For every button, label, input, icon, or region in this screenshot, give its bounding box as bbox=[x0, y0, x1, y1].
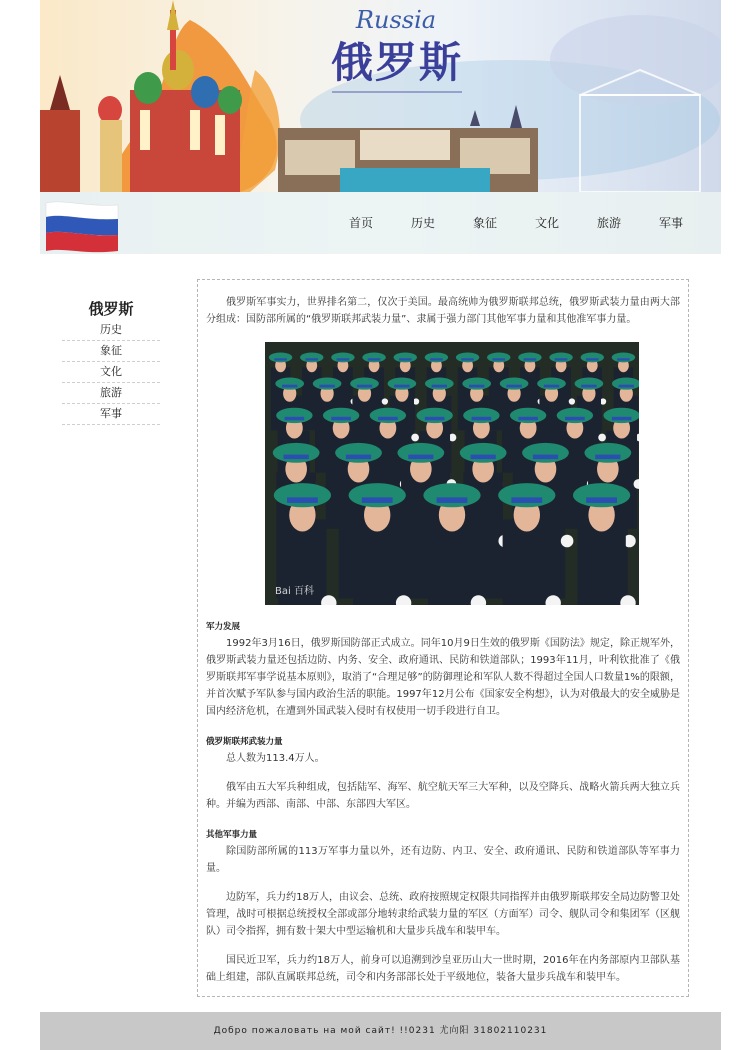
section-heading-other-forces: 其他军事力量 bbox=[206, 830, 258, 840]
soldier-figure-part bbox=[399, 358, 412, 360]
soldier-figure-part bbox=[557, 408, 593, 423]
soldier-figure-part bbox=[350, 378, 379, 390]
soldier-figure-part bbox=[282, 385, 297, 388]
development-paragraph: 1992年3月16日，俄罗斯国防部正式成立。同年10月9日生效的俄罗斯《国防法》规定，除正规军外，俄罗斯武装力量还包括边防、内务、安全、政府通讯、民防和铁道部队；1993年11月，叶利钦批准了《俄罗斯联邦军事学说基本原则》，取消了“合理足够”的防御理论和军队人数不得超过全国人口数量1%的限额，并首次赋予军队参与国内政治生活的职能。1997年12月公布《国家安全构想》，认为对俄最大的安全威胁是国内经济危机，在遭到外国武装入侵时有权使用一切手段进行自卫。 bbox=[206, 638, 680, 717]
soldier-figure-part bbox=[319, 385, 334, 388]
sidebar-item-military[interactable]: 军事 bbox=[62, 404, 160, 425]
soldier-figure-part bbox=[524, 358, 537, 360]
soldier-figure-part bbox=[353, 519, 401, 605]
soldier-figure-part bbox=[394, 385, 409, 388]
soldier-figure-part bbox=[595, 455, 620, 460]
soldier-figure-part bbox=[612, 417, 632, 421]
soldier-figure-part bbox=[331, 417, 351, 421]
armed-forces-paragraph-1: 总人数为113.4万人。 bbox=[226, 753, 325, 764]
armed-forces-paragraph-2: 俄军由五大军兵种组成，包括陆军、海军、航空航天军三大军种，以及空降兵、战略火箭兵两大独立兵种。并编为西部、南部、中部、东部四大军区。 bbox=[206, 782, 680, 810]
soldier-figure-part bbox=[357, 385, 372, 388]
soldier-figure-part bbox=[492, 358, 505, 360]
soldier-figure-part bbox=[619, 385, 634, 388]
soldier-figure-part bbox=[575, 378, 604, 390]
soldier-figure-part bbox=[269, 352, 292, 362]
header-banner bbox=[40, 0, 721, 192]
soldier-figure-part bbox=[430, 358, 443, 360]
soldier-figure-part bbox=[370, 408, 406, 423]
nav-item-culture[interactable]: 文化 bbox=[534, 216, 559, 230]
soldier-figure-part bbox=[510, 408, 546, 423]
soldier-figure-part bbox=[518, 352, 541, 362]
soldier-figure-part bbox=[378, 417, 398, 421]
soldier-figure-part bbox=[544, 385, 559, 388]
soldier-figure-part bbox=[287, 497, 318, 503]
soldier-figure-part bbox=[276, 408, 312, 423]
soldier-figure-part bbox=[284, 455, 309, 460]
sidebar-item-travel[interactable]: 旅游 bbox=[62, 383, 160, 404]
soldier-figure-part bbox=[425, 378, 454, 390]
soldier-figure-part bbox=[337, 358, 350, 360]
soldier-figure-part bbox=[462, 378, 491, 390]
soldier-figure-part bbox=[411, 434, 419, 442]
soldiers-photo-drawing bbox=[265, 342, 639, 605]
soldier-figure-part bbox=[274, 483, 331, 507]
soldier-figure-part bbox=[428, 519, 476, 605]
soldier-figure-part bbox=[522, 443, 569, 463]
soldier-figure-part bbox=[472, 417, 492, 421]
soldier-figure-part bbox=[471, 455, 496, 460]
other-forces-paragraph-2: 边防军，兵力约18万人，由议会、总统、政府按照规定权限共同指挥并由俄罗斯联邦安全局边防警卫处管理，战时可根据总统授权全部或部分地转隶给武装力量的军区（方面军）司令、舰队司令和集团军（区舰队）司令指挥，拥有数十架大中型运输机和大量步兵战车和装甲车。 bbox=[206, 892, 680, 937]
soldier-figure-part bbox=[388, 378, 417, 390]
soldier-figure-part bbox=[581, 352, 604, 362]
soldier-figure-part bbox=[511, 497, 542, 503]
soldier-figure-part bbox=[555, 358, 568, 360]
soldier-figure-part bbox=[500, 378, 529, 390]
soldiers-photo bbox=[265, 342, 639, 605]
soldier-figure-part bbox=[397, 443, 444, 463]
soldier-figure-part bbox=[394, 352, 417, 362]
soldier-figure-part bbox=[285, 417, 305, 421]
soldier-figure-part bbox=[273, 443, 320, 463]
soldier-figure-part bbox=[382, 398, 388, 404]
main-navbar bbox=[40, 192, 721, 254]
soldier-figure-part bbox=[331, 352, 354, 362]
photo-watermark: Bai 百科 bbox=[275, 586, 314, 597]
section-heading-armed-forces: 俄罗斯联邦武装力量 bbox=[206, 737, 283, 747]
soldier-figure-part bbox=[537, 378, 566, 390]
soldier-figure-part bbox=[346, 455, 371, 460]
sidebar bbox=[62, 298, 160, 425]
nav-item-home[interactable]: 首页 bbox=[348, 216, 373, 230]
banner-title-en: Russia bbox=[355, 6, 437, 34]
soldier-figure-part bbox=[432, 385, 447, 388]
soldier-figure-part bbox=[335, 443, 382, 463]
soldier-figure-part bbox=[425, 417, 445, 421]
soldier-figure-part bbox=[573, 483, 630, 507]
soldier-figure-part bbox=[565, 417, 585, 421]
section-heading-development: 军力发展 bbox=[206, 622, 241, 632]
soldier-figure-part bbox=[408, 455, 433, 460]
soldier-figure-part bbox=[577, 519, 625, 605]
soldier-figure-part bbox=[313, 378, 342, 390]
soldier-figure-part bbox=[275, 378, 304, 390]
nav-item-military[interactable]: 军事 bbox=[658, 216, 683, 230]
soldier-figure-part bbox=[323, 408, 359, 423]
footer bbox=[40, 1012, 721, 1050]
soldier-figure-part bbox=[425, 352, 448, 362]
intro-paragraph: 俄罗斯军事实力，世界排名第二，仅次于美国。最高统帅为俄罗斯联邦总统，俄罗斯武装力量由两大部分组成：国防部所属的“俄罗斯联邦武装力量”、隶属于强力部门其他军事力量和其他准军事力量。 bbox=[206, 297, 680, 325]
soldier-figure-part bbox=[518, 417, 538, 421]
main-content bbox=[197, 279, 689, 997]
soldier-figure-part bbox=[460, 443, 507, 463]
soldier-figure-part bbox=[569, 398, 575, 404]
soldier-figure-part bbox=[586, 497, 617, 503]
sidebar-title: 俄罗斯 bbox=[88, 300, 134, 318]
russia-flag-icon bbox=[44, 199, 120, 257]
soldier-figure-part bbox=[368, 358, 381, 360]
nav-item-travel[interactable]: 旅游 bbox=[596, 216, 621, 230]
sidebar-item-history[interactable]: 历史 bbox=[62, 320, 160, 341]
soldier-figure-part bbox=[581, 385, 596, 388]
soldier-figure-part bbox=[603, 408, 639, 423]
soldier-figure-part bbox=[506, 385, 521, 388]
soldier-figure-part bbox=[362, 497, 393, 503]
soldier-figure-part bbox=[456, 352, 479, 362]
soldier-figure-part bbox=[598, 434, 606, 442]
sidebar-item-culture[interactable]: 文化 bbox=[62, 362, 160, 383]
footer-text: Добро пожаловать на мой сайт! !!0231 尤向阳 31802110231 bbox=[213, 1026, 548, 1036]
soldier-figure-part bbox=[469, 385, 484, 388]
soldier-figure-part bbox=[487, 352, 510, 362]
sidebar-item-symbols[interactable]: 象征 bbox=[62, 341, 160, 362]
soldier-figure-part bbox=[437, 497, 468, 503]
soldier-figure-part bbox=[549, 352, 572, 362]
soldier-figure-part bbox=[612, 352, 635, 362]
nav-item-symbols[interactable]: 象征 bbox=[472, 216, 497, 230]
soldier-figure-part bbox=[423, 483, 480, 507]
soldier-figure-part bbox=[305, 358, 318, 360]
soldier-figure-part bbox=[503, 519, 551, 605]
nav-menu bbox=[330, 214, 702, 231]
soldier-figure-part bbox=[349, 483, 406, 507]
soldier-figure-part bbox=[584, 443, 631, 463]
soldier-figure-part bbox=[586, 358, 599, 360]
other-forces-paragraph-1: 除国防部所属的113万军事力量以外，还有边防、内卫、安全、政府通讯、民防和铁道部队等军事力量。 bbox=[206, 846, 680, 874]
soldier-figure-part bbox=[416, 408, 452, 423]
soldier-figure-part bbox=[463, 408, 499, 423]
soldier-figure-part bbox=[533, 455, 558, 460]
banner-title-cn: 俄罗斯 bbox=[330, 38, 463, 87]
soldier-figure-part bbox=[617, 358, 630, 360]
nav-item-history[interactable]: 历史 bbox=[410, 216, 435, 230]
soldier-figure-part bbox=[561, 535, 574, 548]
other-forces-paragraph-3: 国民近卫军，兵力约18万人，前身可以追溯到沙皇亚历山大一世时期，2016年在内务部原内卫部队基础上组建，部队直属联邦总统，司令和内务部部长处于平级地位，装备大量步兵战车和装甲车。 bbox=[206, 955, 680, 983]
soldier-figure-part bbox=[362, 352, 385, 362]
soldier-figure-part bbox=[461, 358, 474, 360]
soldier-figure-part bbox=[300, 352, 323, 362]
soldier-figure-part bbox=[498, 483, 555, 507]
soldier-figure-part bbox=[274, 358, 287, 360]
